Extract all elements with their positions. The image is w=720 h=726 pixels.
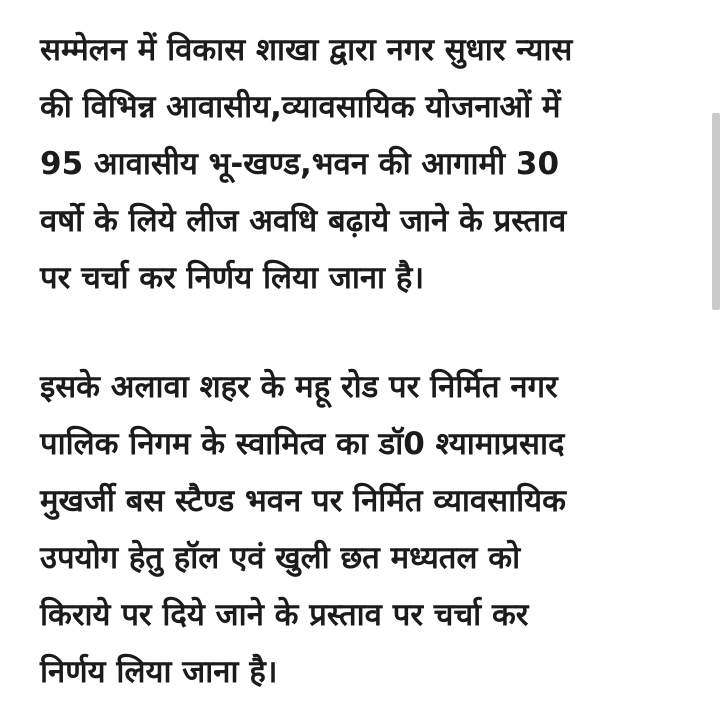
scrollbar[interactable] <box>710 0 720 726</box>
text-line: वर्षो के लिये लीज अवधि बढ़ाये जाने के प्रस्ताव <box>40 203 567 239</box>
text-line: पालिक निगम के स्वामित्व का डॉ0 श्यामाप्रसाद <box>40 426 565 462</box>
scrollbar-thumb[interactable] <box>712 113 720 310</box>
text-line: 95 आवासीय भू-खण्ड,भवन की आगामी 30 <box>40 146 560 182</box>
text-line: इसके अलावा शहर के महू रोड पर निर्मित नगर <box>40 369 558 405</box>
text-line: की विभिन्न आवासीय,व्यावसायिक योजनाओं में <box>40 89 561 125</box>
text-line: सम्मेलन में विकास शाखा द्वारा नगर सुधार न्यास <box>40 32 573 68</box>
paragraph-1 <box>40 22 690 307</box>
text-line: पर चर्चा कर निर्णय लिया जाना है। <box>40 260 425 296</box>
text-line: मुखर्जी बस स्टैण्ड भवन पर निर्मित व्यावसायिक <box>40 483 566 519</box>
text-line: निर्णय लिया जाना है। <box>40 654 278 690</box>
paragraph-2 <box>40 359 690 701</box>
text-line: उपयोग हेतु हॉल एवं खुली छत मध्यतल को <box>40 540 521 576</box>
article-body <box>40 22 690 701</box>
text-line: किराये पर दिये जाने के प्रस्ताव पर चर्चा कर <box>40 597 529 633</box>
